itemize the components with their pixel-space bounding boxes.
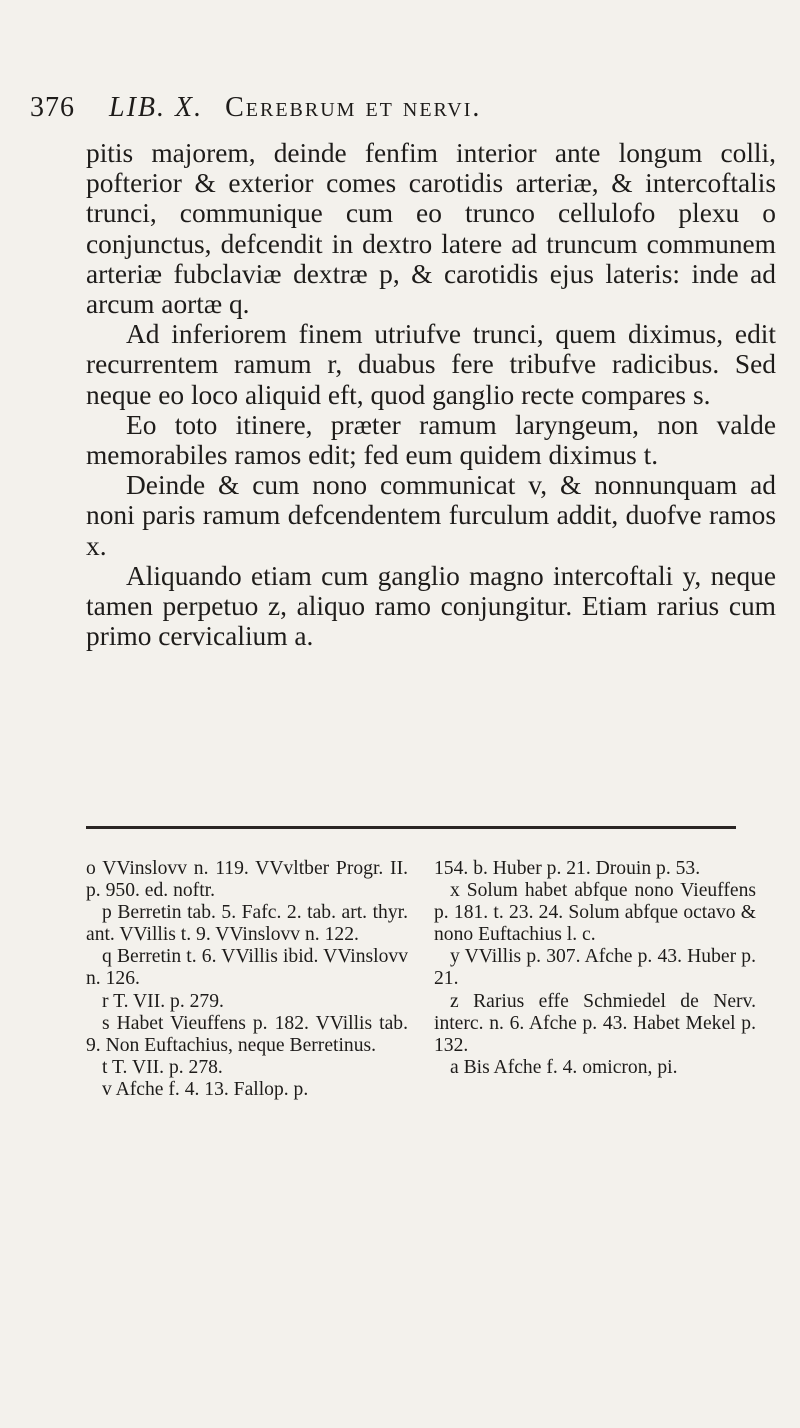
footnotes-right-column <box>434 858 756 1101</box>
footnote: p Berretin tab. 5. Fafc. 2. tab. art. thyr. ant. VVillis t. 9. VVinslovv n. 122. <box>86 902 408 946</box>
paragraph: Aliquando etiam cum ganglio magno intercoftali y, neque tamen perpetuo z, aliquo ramo conjungitur. Etiam rarius cum primo cervicalium a. <box>86 560 776 652</box>
footnote: o VVinslovv n. 119. VVvltber Progr. II. p. 950. ed. noftr. <box>86 858 408 902</box>
footnotes <box>86 858 756 1101</box>
footnote: r T. VII. p. 279. <box>102 990 224 1012</box>
footnote: s Habet Vieuffens p. 182. VVillis tab. 9. Non Euftachius, neque Berretinus. <box>86 1012 408 1056</box>
paragraph: Ad inferiorem finem utriufve trunci, quem diximus, edit recurrentem ramum r, duabus fere tribufve radicibus. Sed neque eo loco aliquid eft, quod ganglio recte compares s. <box>86 319 776 410</box>
book-label: LIB. X. <box>109 92 204 123</box>
footnotes-left-column <box>86 858 408 1101</box>
main-text <box>86 138 776 651</box>
paragraph: Deinde & cum nono communicat v, & nonnunquam ad noni paris ramum defcendentem furculum addit, duofve ramos x. <box>86 470 776 561</box>
footnote: z Rarius effe Schmiedel de Nerv. interc. n. 6. Afche p. 43. Habet Mekel p. 132. <box>434 990 756 1056</box>
footnote: q Berretin t. 6. VVillis ibid. VVinslovv n. 126. <box>86 946 408 990</box>
page-number: 376 <box>30 92 75 123</box>
footnote: t T. VII. p. 278. <box>102 1056 223 1078</box>
footnote: y VVillis p. 307. Afche p. 43. Huber p. 21. <box>434 946 756 990</box>
footnote: x Solum habet abfque nono Vieuffens p. 181. t. 23. 24. Solum abfque octavo & nono Euftachius l. c. <box>434 880 756 946</box>
running-title: Cerebrum et nervi. <box>225 92 482 123</box>
paragraph: Eo toto itinere, præter ramum laryngeum, non valde memorabiles ramos edit; fed eum quidem diximus t. <box>86 409 776 471</box>
running-header <box>30 92 750 132</box>
footnote: a Bis Afche f. 4. omicron, pi. <box>450 1056 678 1078</box>
paragraph: pitis majorem, deinde fenfim interior ante longum colli, pofterior & exterior comes carotidis arteriæ, & intercoftalis trunci, communique cum eo trunco cellulofo plexu o conjunctus, defcendit in dextro latere ad truncum communem arteriæ fubclaviæ dextræ p, & carotidis ejus lateris: inde ad arcum aortæ q. <box>86 138 776 320</box>
footnote: v Afche f. 4. 13. Fallop. p. <box>102 1078 309 1100</box>
footnote-divider <box>86 826 736 829</box>
footnote: 154. b. Huber p. 21. Drouin p. 53. <box>434 858 701 879</box>
